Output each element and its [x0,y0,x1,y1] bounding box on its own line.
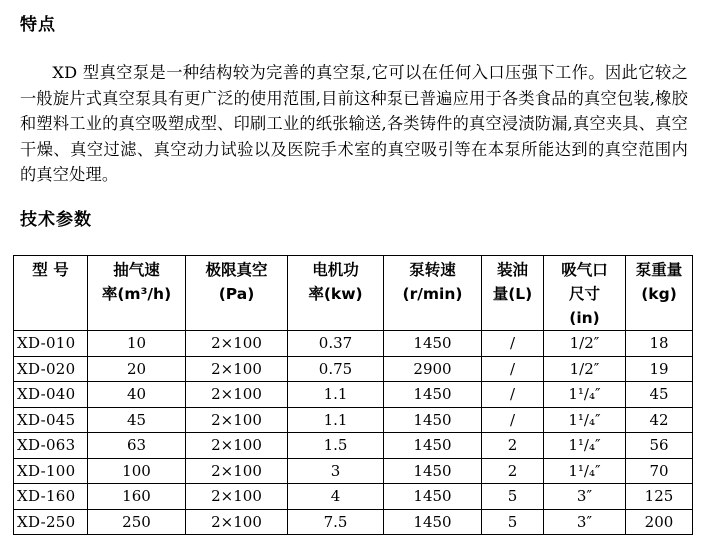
table-row [14,484,693,510]
header-oil-capacity: 装油 量(L) [482,256,544,331]
cell-model: XD-045 [14,407,88,433]
description-paragraph [20,60,688,188]
cell-speed: 63 [88,433,186,459]
cell-power: 1.1 [288,382,384,408]
table-row [14,433,693,459]
cell-model: XD-100 [14,458,88,484]
cell-speed: 100 [88,458,186,484]
cell-model: XD-160 [14,484,88,510]
cell-inlet: 1/2″ [544,331,626,357]
cell-weight: 18 [626,331,693,357]
cell-oil: / [482,331,544,357]
header-pump-weight: 泵重量 (kg) [626,256,693,331]
table-header-row [14,256,693,331]
table-row [14,407,693,433]
table-row [14,509,693,535]
cell-rpm: 1450 [384,433,482,459]
cell-vacuum: 2×100 [186,331,288,357]
cell-speed: 160 [88,484,186,510]
header-motor-power: 电机功 率(kw) [288,256,384,331]
cell-weight: 19 [626,356,693,382]
cell-speed: 20 [88,356,186,382]
features-heading: 特点 [20,15,56,35]
cell-vacuum: 2×100 [186,382,288,408]
cell-inlet: 1/2″ [544,356,626,382]
cell-rpm: 1450 [384,509,482,535]
cell-oil: / [482,382,544,408]
cell-rpm: 1450 [384,331,482,357]
cell-vacuum: 2×100 [186,407,288,433]
cell-rpm: 1450 [384,458,482,484]
cell-power: 0.37 [288,331,384,357]
cell-model: XD-040 [14,382,88,408]
cell-weight: 70 [626,458,693,484]
cell-model: XD-063 [14,433,88,459]
cell-power: 7.5 [288,509,384,535]
cell-oil: 5 [482,509,544,535]
cell-vacuum: 2×100 [186,433,288,459]
header-pumping-speed: 抽气速 率(m³/h) [88,256,186,331]
cell-speed: 45 [88,407,186,433]
cell-model: XD-250 [14,509,88,535]
cell-speed: 250 [88,509,186,535]
description-text: XD 型真空泵是一种结构较为完善的真空泵,它可以在任何入口压强下工作。因此它较之一般旋片式真空泵具有更广泛的使用范围,目前这种泵已普遍应用于各类食品的真空包装,橡胶和塑料工业的真空吸塑成型、印刷工业的纸张输送,各类铸件的真空浸渍防漏,真空夹具、真空干燥、真空过滤、真空动力试验以及医院手术室的真空吸引等在本泵所能达到的真空范围内的真空处理。 [20,63,688,184]
cell-power: 1.5 [288,433,384,459]
table-row [14,458,693,484]
cell-speed: 10 [88,331,186,357]
cell-inlet: 1¹/₄″ [544,382,626,408]
specs-heading: 技术参数 [20,210,92,230]
cell-oil: 2 [482,458,544,484]
table-row [14,356,693,382]
cell-inlet: 3″ [544,509,626,535]
cell-weight: 45 [626,382,693,408]
cell-model: XD-020 [14,356,88,382]
cell-oil: / [482,407,544,433]
cell-inlet: 1¹/₄″ [544,458,626,484]
cell-rpm: 1450 [384,407,482,433]
cell-rpm: 2900 [384,356,482,382]
cell-model: XD-010 [14,331,88,357]
cell-vacuum: 2×100 [186,484,288,510]
cell-weight: 42 [626,407,693,433]
cell-vacuum: 2×100 [186,356,288,382]
table-row [14,331,693,357]
cell-vacuum: 2×100 [186,509,288,535]
cell-power: 1.1 [288,407,384,433]
cell-weight: 125 [626,484,693,510]
cell-oil: 2 [482,433,544,459]
cell-inlet: 1¹/₄″ [544,407,626,433]
cell-power: 0.75 [288,356,384,382]
table-row [14,382,693,408]
cell-rpm: 1450 [384,382,482,408]
cell-inlet: 3″ [544,484,626,510]
header-ultimate-vacuum: 极限真空 (Pa) [186,256,288,331]
cell-power: 3 [288,458,384,484]
cell-inlet: 1¹/₄″ [544,433,626,459]
cell-oil: 5 [482,484,544,510]
cell-rpm: 1450 [384,484,482,510]
cell-oil: / [482,356,544,382]
header-pump-speed: 泵转速 (r/min) [384,256,482,331]
header-inlet-size: 吸气口 尺寸 (in) [544,256,626,331]
cell-vacuum: 2×100 [186,458,288,484]
cell-weight: 200 [626,509,693,535]
header-model: 型 号 [14,256,88,331]
cell-weight: 56 [626,433,693,459]
cell-speed: 40 [88,382,186,408]
specs-table [13,255,693,535]
cell-power: 4 [288,484,384,510]
